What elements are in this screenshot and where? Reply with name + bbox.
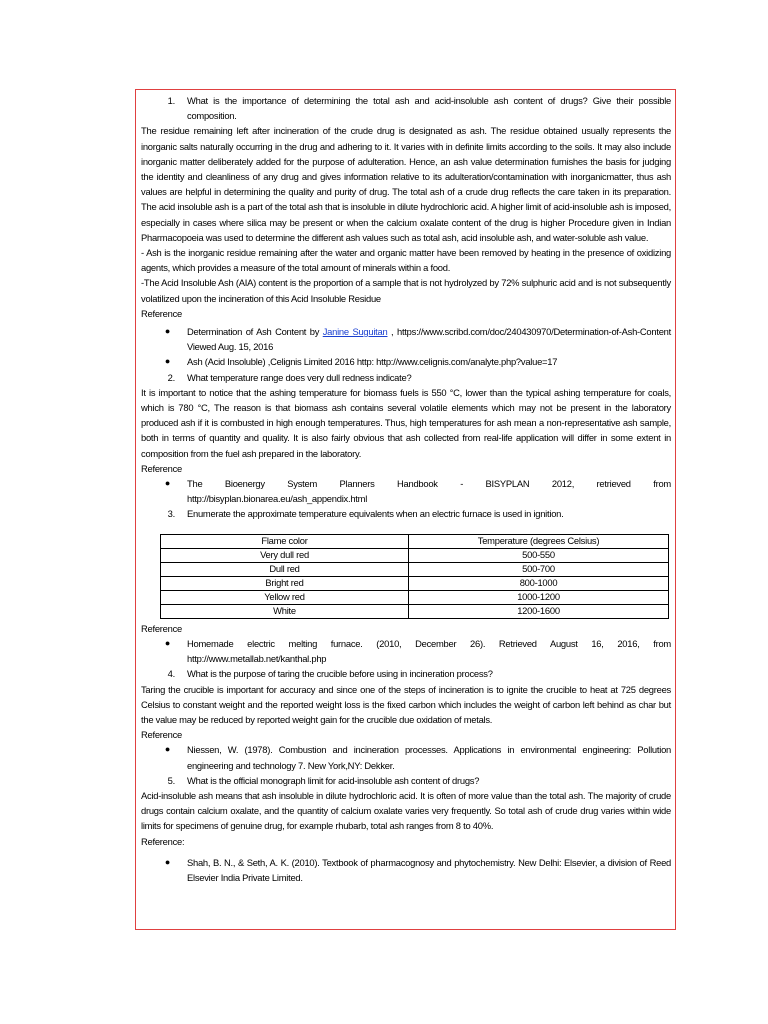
- document-body: [141, 93, 671, 885]
- answer-paragraph: -The Acid Insoluble Ash (AIA) content is the proportion of a sample that is not hydrolyzed by 72% sulphuric acid and is not subsequently volatilized upon the incineration of this Acid Insoluble Residue: [141, 277, 671, 304]
- bullet-icon: ●: [164, 744, 170, 755]
- reference-label: Reference:: [141, 835, 185, 847]
- question-text: What is the official monograph limit for acid-insoluble ash content of drugs?: [187, 774, 480, 786]
- table-cell: 800-1000: [409, 576, 669, 590]
- bullet-icon: ●: [164, 356, 170, 367]
- question-3: [141, 506, 671, 521]
- table-row: [161, 548, 669, 562]
- table-cell: 1000-1200: [409, 590, 669, 604]
- temperature-table: [160, 534, 669, 619]
- table-row: [161, 590, 669, 604]
- reference-item: [141, 855, 671, 885]
- table-cell: Yellow red: [161, 590, 409, 604]
- reference-text: Ash (Acid Insoluble) ,Celignis Limited 2016 http: http://www.celignis.com/analyte.php?value=17: [187, 356, 558, 368]
- question-number: 1.: [167, 95, 175, 106]
- question-number: 3.: [167, 508, 175, 520]
- table-cell: 500-700: [409, 562, 669, 576]
- table-row: [161, 562, 669, 576]
- question-5: [141, 773, 671, 788]
- bullet-icon: ●: [164, 856, 170, 867]
- answer-paragraph: Acid-insoluble ash means that ash insoluble in dilute hydrochloric acid. It is often of more value than the total ash. The majority of crude drugs contain calcium oxalate, and the quantity of calcium oxalate varies very frequently. So total ash of crude drug varies within wide limits for specimens of genuine drug, for example rhubarb, total ash ranges from 8 to 40%.: [141, 789, 671, 832]
- bullet-icon: ●: [164, 326, 170, 337]
- reference-text: The Bioenergy System Planners Handbook - BISYPLAN 2012, retrieved from http://bisyplan.bionarea.eu/ash_appendix.html: [187, 478, 671, 505]
- question-number: 5.: [167, 774, 175, 786]
- bullet-icon: ●: [164, 478, 170, 489]
- reference-item: [141, 324, 671, 354]
- question-text: Enumerate the approximate temperature equivalents when an electric furnace is used in ignition.: [187, 508, 564, 520]
- reference-text: Homemade electric melting furnace. (2010, December 26). Retrieved August 16, 2016, from http://www.metallab.net/kanthal.php: [187, 637, 671, 665]
- reference-text: , https://www.scribd.com/doc/240430970/Determination-of-Ash-Content Viewed Aug. 15, 2016: [187, 326, 671, 353]
- answer-paragraph: The residue remaining left after incineration of the crude drug is designated as ash. The residue obtained usually represents the inorganic salts naturally occurring in the drug and adhering to it. It varies with in definite limits according to the soils. It may also include inorganic matter deliberately added for the purpose of adulteration. Hence, an ash value determination furnishes the basis for judging the identity and cleanliness of any drug and gives information relative to its adulteration/contamination with inorganicmatter, thus ash values are helpful in determining the quality and purity of drug. The total ash of a crude drug reflects the care taken in its preparation. The acid insoluble ash is a part of the total ash that is insoluble in dilute hydrochloric acid. A higher limit of acid-insoluble ash is imposed, especially in cases where silica may be present or when the calcium oxalate content of the drug is higher Procedure given in Indian Pharmacopoeia was used to determine the different ash values such as total ash, acid insoluble ash, and water-soluble ash value.: [141, 125, 671, 243]
- reference-text: Niessen, W. (1978). Combustion and incineration processes. Applications in environmental engineering: Pollution engineering and technology 7. New York,NY: Dekker.: [187, 744, 671, 771]
- table-header: Temperature (degrees Celsius): [409, 534, 669, 548]
- reference-item: [141, 354, 671, 369]
- reference-item: [141, 742, 671, 772]
- table-row: [161, 576, 669, 590]
- reference-item: [141, 636, 671, 666]
- table-cell: Bright red: [161, 576, 409, 590]
- answer-paragraph: It is important to notice that the ashing temperature for biomass fuels is 550 °C, lower than the typical ashing temperature for coals, which is 780 °C, The reason is that biomass ash contains several volatile elements which may not be present in the laboratory produced ash if it is combusted in high enough temperatures. Thus, high temperatures for ash mean a non-representative ash sample, both in terms of quantity and quality. It is also fairly obvious that ash collected from real-life application will differ in some extent in composition from the fuel ash prepared in the laboratory.: [141, 386, 671, 459]
- question-number: 4.: [167, 668, 175, 680]
- question-4: [141, 666, 671, 681]
- table-cell: Very dull red: [161, 548, 409, 562]
- reference-item: [141, 476, 671, 506]
- answer-paragraph: Taring the crucible is important for accuracy and since one of the steps of incineration is to ignite the crucible to heat at 725 degrees Celsius to constant weight and the reported weight loss is the fixed carbon which includes the weight of carbon left behind as char but the value may be reduced by reported weight gain for the crucible due oxidation of metals.: [141, 683, 671, 725]
- table-header-row: [161, 534, 669, 548]
- question-text: What is the importance of determining the total ash and acid-insoluble ash content of drugs? Give their possible composition.: [187, 95, 671, 122]
- reference-label: Reference: [141, 622, 183, 634]
- table-cell: 1200-1600: [409, 604, 669, 618]
- reference-label: Reference: [141, 729, 183, 741]
- table-cell: 500-550: [409, 548, 669, 562]
- bullet-icon: ●: [164, 637, 170, 648]
- question-1: [141, 93, 671, 123]
- table-cell: White: [161, 604, 409, 618]
- reference-label: Reference: [141, 307, 183, 319]
- question-2: [141, 370, 671, 385]
- answer-paragraph: - Ash is the inorganic residue remaining after the water and organic matter have been removed by heating in the presence of oxidizing agents, which provides a measure of the total amount of minerals within a food.: [141, 247, 671, 274]
- table-header: Flame color: [161, 534, 409, 548]
- question-number: 2.: [167, 371, 175, 383]
- question-text: What is the purpose of taring the crucible before using in incineration process?: [187, 668, 493, 680]
- reference-text: Determination of Ash Content by: [187, 326, 323, 338]
- reference-label: Reference: [141, 462, 183, 474]
- reference-text: Shah, B. N., & Seth, A. K. (2010). Textbook of pharmacognosy and phytochemistry. New Delhi: Elsevier, a division of Reed Elsevier India Private Limited.: [187, 856, 671, 883]
- question-text: What temperature range does very dull redness indicate?: [187, 371, 412, 383]
- table-row: [161, 604, 669, 618]
- author-link[interactable]: Janine Suguitan: [322, 326, 388, 338]
- table-cell: Dull red: [161, 562, 409, 576]
